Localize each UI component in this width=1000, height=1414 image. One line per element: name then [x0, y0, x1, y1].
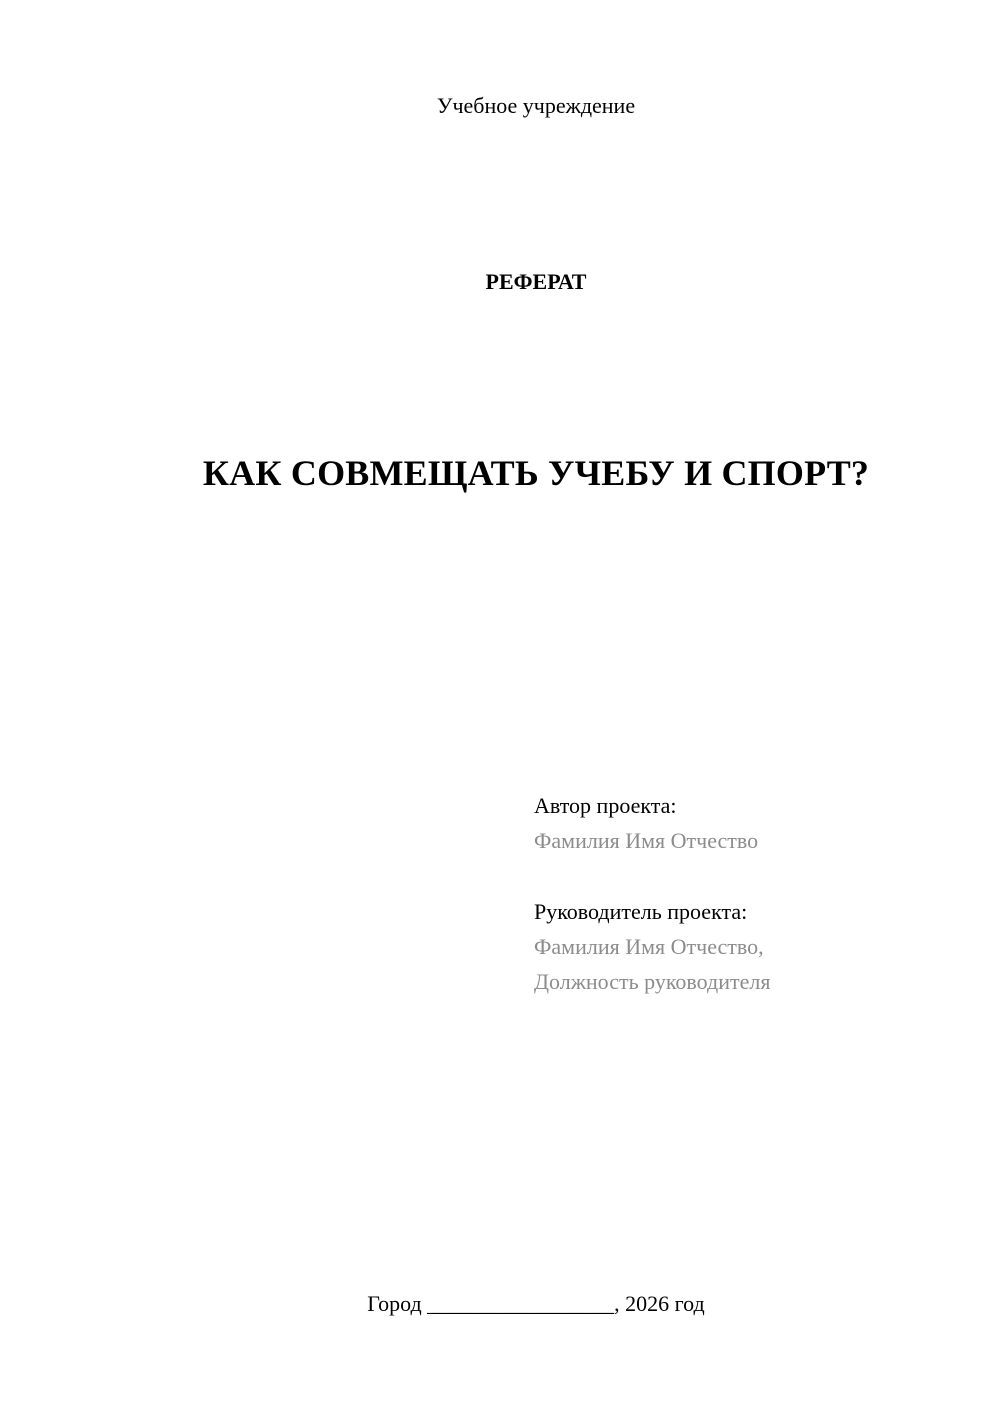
document-type: РЕФЕРАТ — [485, 269, 587, 294]
credits-block — [534, 788, 974, 999]
city-year-line: Город _________________, 2026 год — [367, 1291, 705, 1316]
author-label: Автор проекта: — [534, 793, 677, 818]
supervisor-name: Фамилия Имя Отчество, — [534, 934, 764, 959]
document-title: КАК СОВМЕЩАТЬ УЧЕБУ И СПОРТ? — [202, 453, 870, 493]
author-name: Фамилия Имя Отчество — [534, 828, 759, 853]
credits-spacer — [534, 858, 974, 894]
institution-name: Учебное учреждение — [436, 93, 636, 118]
supervisor-position: Должность руководителя — [534, 969, 771, 994]
supervisor-label: Руководитель проекта: — [534, 899, 748, 924]
